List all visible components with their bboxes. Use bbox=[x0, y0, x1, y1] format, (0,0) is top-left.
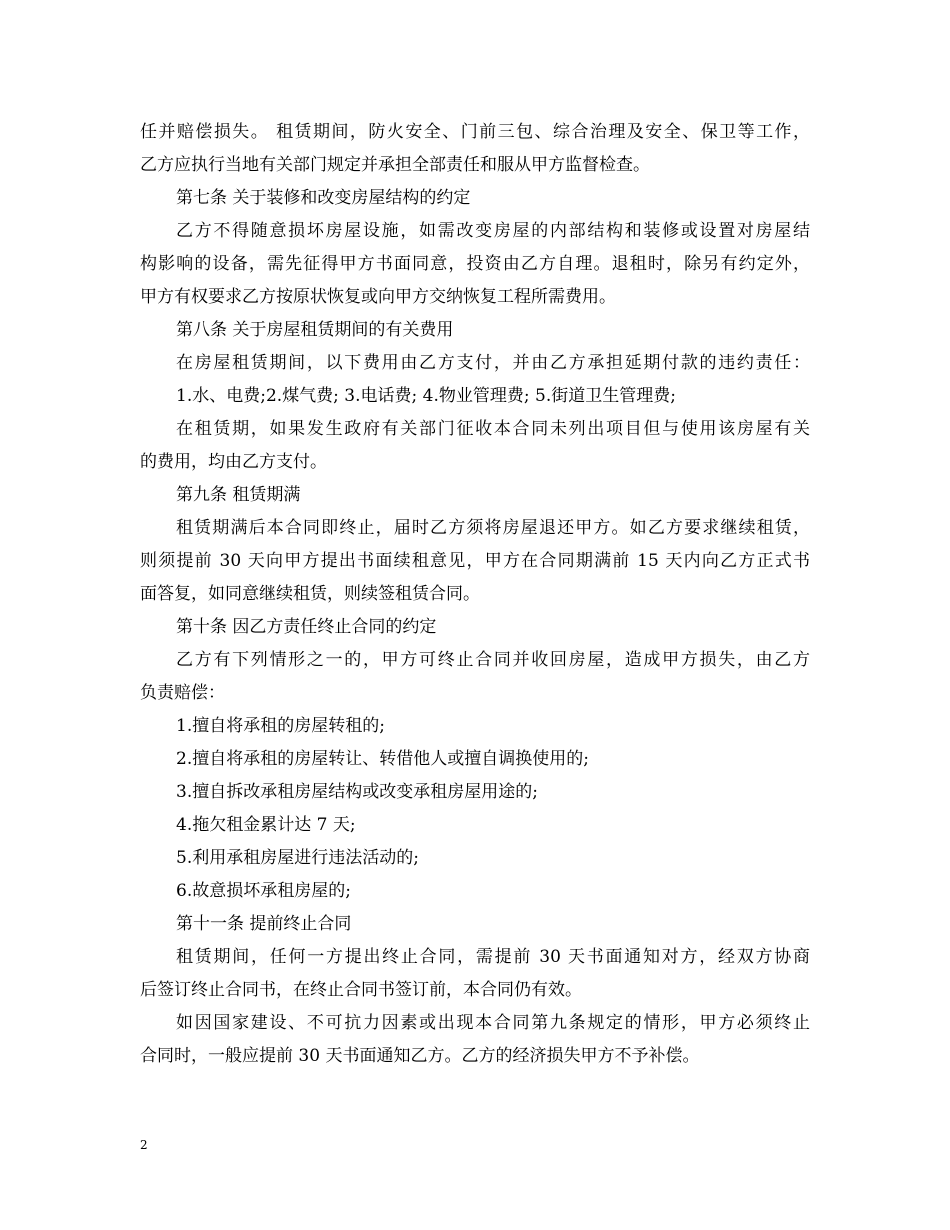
text-line: 则须提前 30 天向甲方提出书面续租意见，甲方在合同期满前 15 天内向乙方正式书 bbox=[140, 551, 810, 571]
text-line: 2.擅自将承租的房屋转让、转借他人或擅自调换使用的; bbox=[176, 749, 589, 769]
text-line: 1.擅自将承租的房屋转租的; bbox=[176, 716, 385, 736]
text-line: 合同时，一般应提前 30 天书面通知乙方。乙方的经济损失甲方不予补偿。 bbox=[140, 1046, 700, 1066]
text-line: 乙方应执行当地有关部门规定并承担全部责任和服从甲方监督检查。 bbox=[140, 155, 650, 175]
text-line: 构影响的设备，需先征得甲方书面同意，投资由乙方自理。退租时，除另有约定外， bbox=[140, 254, 810, 274]
text-line: 如因国家建设、不可抗力因素或出现本合同第九条规定的情形，甲方必须终止 bbox=[176, 1013, 810, 1033]
text-line: 租赁期间，任何一方提出终止合同，需提前 30 天书面通知对方，经双方协商 bbox=[176, 947, 810, 967]
text-line: 后签订终止合同书，在终止合同书签订前，本合同仍有效。 bbox=[140, 980, 582, 1000]
text-line: 5.利用承租房屋进行违法活动的; bbox=[176, 848, 419, 868]
text-line: 负责赔偿： bbox=[140, 683, 225, 703]
text-line: 甲方有权要求乙方按原状恢复或向甲方交纳恢复工程所需费用。 bbox=[140, 287, 616, 307]
text-line: 第十条 因乙方责任终止合同的约定 bbox=[176, 617, 437, 637]
text-line: 第七条 关于装修和改变房屋结构的约定 bbox=[176, 188, 471, 208]
text-line: 3.擅自拆改承租房屋结构或改变承租房屋用途的; bbox=[176, 782, 538, 802]
text-line: 第九条 租赁期满 bbox=[176, 485, 301, 505]
text-line: 面答复，如同意继续租赁，则续签租赁合同。 bbox=[140, 584, 480, 604]
text-line: 在租赁期，如果发生政府有关部门征收本合同未列出项目但与使用该房屋有关 bbox=[176, 419, 810, 439]
text-line: 4.拖欠租金累计达 7 天; bbox=[176, 815, 356, 835]
text-line: 租赁期满后本合同即终止，届时乙方须将房屋退还甲方。如乙方要求继续租赁， bbox=[176, 518, 810, 538]
text-line: 第八条 关于房屋租赁期间的有关费用 bbox=[176, 320, 454, 340]
text-line: 6.故意损坏承租房屋的; bbox=[176, 881, 351, 901]
contract-body-text bbox=[140, 116, 810, 1073]
text-line: 在房屋租赁期间，以下费用由乙方支付，并由乙方承担延期付款的违约责任： bbox=[176, 353, 810, 373]
text-line: 第十一条 提前终止合同 bbox=[176, 914, 352, 934]
text-line: 乙方有下列情形之一的，甲方可终止合同并收回房屋，造成甲方损失，由乙方 bbox=[176, 650, 810, 670]
text-line: 的费用，均由乙方支付。 bbox=[140, 452, 327, 472]
text-line: 乙方不得随意损坏房屋设施，如需改变房屋的内部结构和装修或设置对房屋结 bbox=[176, 221, 810, 241]
text-line: 1.水、电费;2.煤气费; 3.电话费; 4.物业管理费; 5.街道卫生管理费; bbox=[176, 386, 676, 406]
text-line: 任并赔偿损失。 租赁期间，防火安全、门前三包、综合治理及安全、保卫等工作， bbox=[140, 122, 810, 142]
page-number: 2 bbox=[140, 1138, 148, 1152]
